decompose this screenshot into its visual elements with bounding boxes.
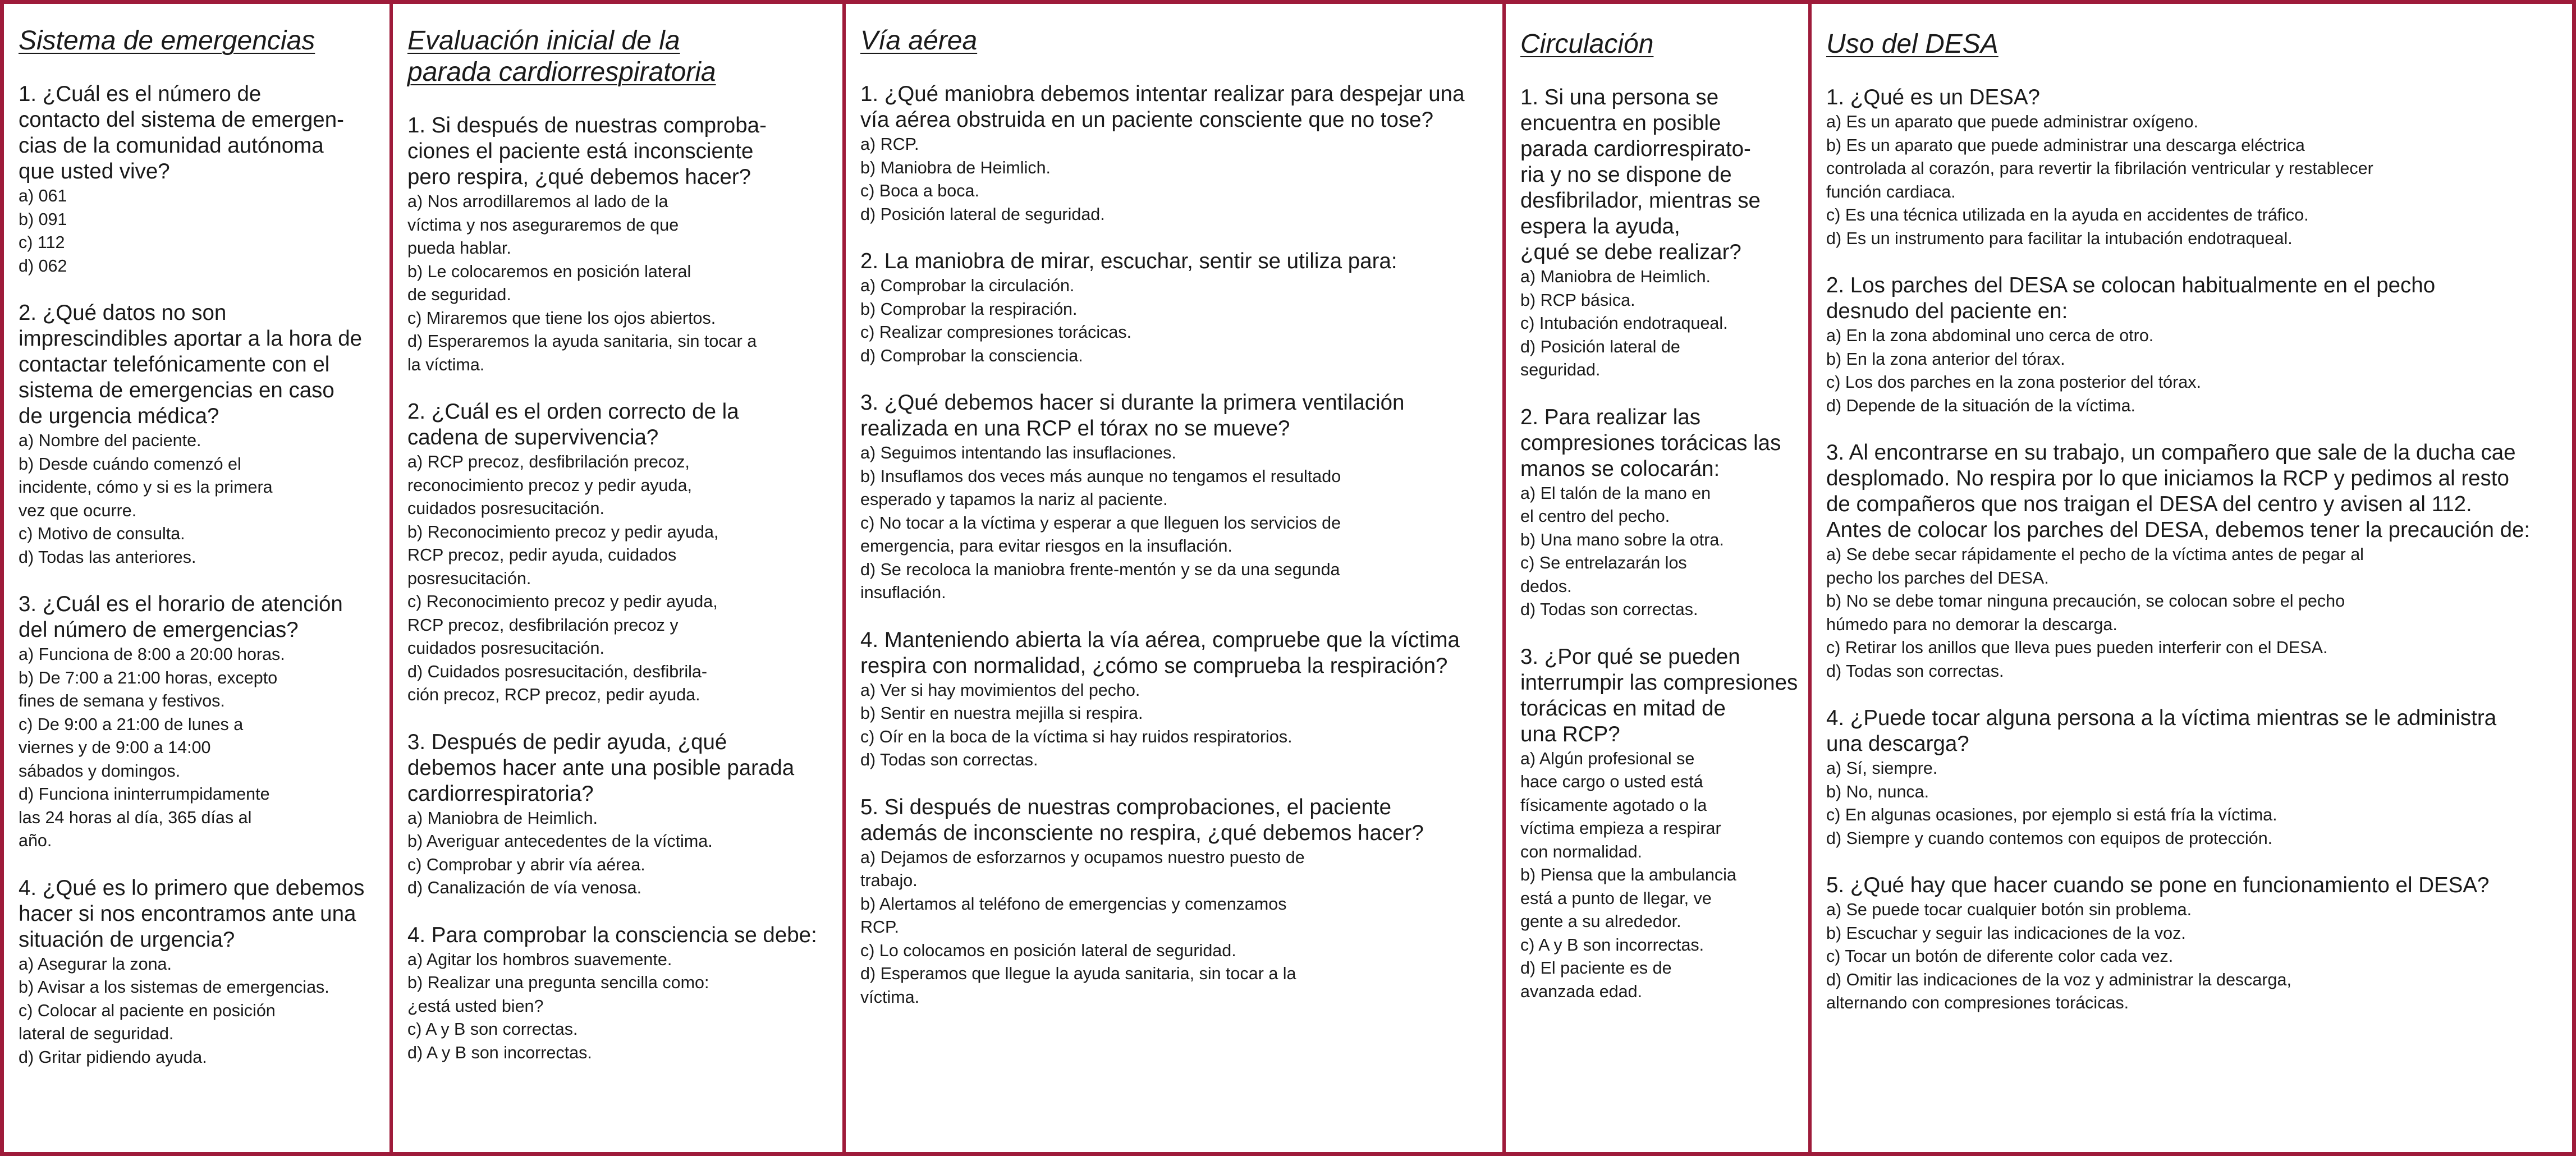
answer-option: d) Posición lateral de seguridad. <box>1520 337 1680 379</box>
answer-option: d) Todas las anteriores. <box>19 547 196 567</box>
answer-option: d) Omitir las indicaciones de la voz y administrar la descarga, alternando con compresiones torácicas. <box>1826 970 2291 1012</box>
answer-option: b) Le colocaremos en posición lateral de seguridad. <box>407 262 691 304</box>
answer-option: a) El talón de la mano en el centro del pecho. <box>1520 483 1711 526</box>
question-text: 2. Los parches del DESA se colocan habitualmente en el pecho desnudo del paciente en: <box>1826 273 2436 323</box>
answer-option: c) Retirar los anillos que lleva pues pueden interferir con el DESA. <box>1826 638 2328 657</box>
answer-option: c) Los dos parches en la zona posterior del tórax. <box>1826 373 2201 392</box>
answer-option: d) Todas son correctas. <box>1520 600 1698 619</box>
answer-option: b) RCP básica. <box>1520 290 1635 310</box>
question-block <box>407 730 835 900</box>
answer-option: a) Ver si hay movimientos del pecho. <box>860 680 1140 700</box>
question-text: 4. ¿Qué es lo primero que debemos hacer si nos encontramos ante una situación de urgencia? <box>19 875 365 952</box>
answer-option: a) Asegurar la zona. <box>19 954 172 974</box>
answer-option: b) Sentir en nuestra mejilla si respira. <box>860 704 1143 723</box>
answer-option: a) Nombre del paciente. <box>19 431 201 450</box>
answer-option: c) Intubación endotraqueal. <box>1520 314 1728 333</box>
answer-option: c) Boca a boca. <box>860 181 979 200</box>
section-title: Circulación <box>1520 29 1654 59</box>
answer-option: c) Reconocimiento precoz y pedir ayuda, RCP precoz, desfibrilación precoz y cuidados posresucitación. <box>407 592 718 658</box>
answer-option: c) A y B son incorrectas. <box>1520 935 1704 955</box>
column-circulacion <box>1506 4 1808 1152</box>
answer-option: a) Sí, siempre. <box>1826 759 1938 778</box>
question-block <box>1520 405 1800 622</box>
question-block <box>860 81 1495 226</box>
answer-option: d) Esperaremos la ayuda sanitaria, sin tocar a la víctima. <box>407 332 757 374</box>
answer-option: a) Nos arrodillaremos al lado de la víctima y nos aseguraremos de que pueda hablar. <box>407 192 679 258</box>
answer-option: b) Piensa que la ambulancia está a punto de llegar, ve gente a su alrededor. <box>1520 865 1736 931</box>
section-title: Sistema de emergencias <box>19 26 315 56</box>
answer-option: a) 061 <box>19 186 67 205</box>
answer-option: c) Se entrelazarán los dedos. <box>1520 553 1687 596</box>
answer-option: b) Alertamos al teléfono de emergencias y comenzamos RCP. <box>860 894 1287 937</box>
question-text: 4. ¿Puede tocar alguna persona a la víctima mientras se le administra una descarga? <box>1826 706 2497 756</box>
answer-option: c) Realizar compresiones torácicas. <box>860 323 1132 342</box>
answer-option: b) Desde cuándo comenzó el incidente, cómo y si es la primera vez que ocurre. <box>19 454 273 520</box>
answer-option: d) Todas son correctas. <box>860 750 1038 769</box>
answer-option: d) El paciente es de avanzada edad. <box>1520 958 1672 1001</box>
answer-option: d) Depende de la situación de la víctima. <box>1826 396 2136 415</box>
question-text: 2. ¿Cuál es el orden correcto de la cadena de supervivencia? <box>407 400 739 449</box>
question-text: 5. ¿Qué hay que hacer cuando se pone en funcionamiento el DESA? <box>1826 873 2490 897</box>
column-evaluacion-inicial <box>393 4 842 1152</box>
answer-option: b) Avisar a los sistemas de emergencias. <box>19 978 329 997</box>
answer-option: a) Agitar los hombros suavemente. <box>407 949 672 969</box>
answer-option: b) Realizar una pregunta sencilla como: ¿está usted bien? <box>407 973 709 1016</box>
question-block <box>407 399 835 707</box>
answer-option: b) Insuflamos dos veces más aunque no tengamos el resultado esperado y tapamos la nariz al paciente. <box>860 466 1341 509</box>
answer-option: a) Se puede tocar cualquier botón sin problema. <box>1826 900 2192 919</box>
answer-option: d) Posición lateral de seguridad. <box>860 204 1105 224</box>
question-text: 1. ¿Cuál es el número de contacto del sistema de emergen- cias de la comunidad autónoma que usted vive? <box>19 82 344 184</box>
question-block <box>860 627 1495 772</box>
question-text: 3. Al encontrarse en su trabajo, un compañero que sale de la ducha cae desplomado. No respira por lo que iniciamos la RCP y pedimos al resto de compañeros que nos traigan el DESA del centro y avisen al 112. Antes de colocar los parches del DESA, debemos tener la precaución de: <box>1826 441 2531 542</box>
question-block <box>19 300 382 569</box>
answer-option: a) RCP. <box>860 135 919 154</box>
answer-option: c) Colocar al paciente en posición lateral de seguridad. <box>19 1001 276 1043</box>
answer-option: a) Algún profesional se hace cargo o usted está físicamente agotado o la víctima empieza a respirar con normalidad. <box>1520 749 1721 861</box>
question-text: 2. Para realizar las compresiones torácicas las manos se colocarán: <box>1520 405 1781 481</box>
section-title: Uso del DESA <box>1826 29 1999 59</box>
answer-option: a) Es un aparato que puede administrar oxígeno. <box>1826 112 2198 131</box>
answer-option: c) Es una técnica utilizada en la ayuda en accidentes de tráfico. <box>1826 205 2309 224</box>
answer-option: d) Es un instrumento para facilitar la intubación endotraqueal. <box>1826 228 2293 248</box>
question-block <box>1826 273 2564 418</box>
answer-option: c) Comprobar y abrir vía aérea. <box>407 855 645 874</box>
question-block <box>407 923 835 1065</box>
answer-option: b) Una mano sobre la otra. <box>1520 530 1724 549</box>
answer-option: c) Tocar un botón de diferente color cada vez. <box>1826 947 2174 966</box>
answer-option: b) Averiguar antecedentes de la víctima. <box>407 832 713 851</box>
answer-option: c) Lo colocamos en posición lateral de seguridad. <box>860 941 1236 960</box>
question-block <box>1826 440 2564 683</box>
answer-option: a) RCP precoz, desfibrilación precoz, reconocimiento precoz y pedir ayuda, cuidados posresucitación. <box>407 452 692 518</box>
section-title: Evaluación inicial de la parada cardiorrespiratoria <box>407 26 716 87</box>
question-text: 1. ¿Qué maniobra debemos intentar realizar para despejar una vía aérea obstruida en un paciente consciente que no tose? <box>860 82 1465 132</box>
answer-option: d) 062 <box>19 256 67 276</box>
answer-option: a) Maniobra de Heimlich. <box>1520 267 1711 286</box>
answer-option: a) Se debe secar rápidamente el pecho de la víctima antes de pegar al pecho los parches del DESA. <box>1826 545 2364 588</box>
answer-option: d) Se recoloca la maniobra frente-mentón y se da una segunda insuflación. <box>860 559 1340 602</box>
question-block <box>1826 85 2564 250</box>
answer-option: a) Comprobar la circulación. <box>860 276 1075 295</box>
question-text: 4. Para comprobar la consciencia se debe: <box>407 923 817 947</box>
question-block <box>19 591 382 853</box>
answer-option: a) Maniobra de Heimlich. <box>407 808 598 828</box>
answer-option: d) Todas son correctas. <box>1826 661 2004 681</box>
question-block <box>1826 705 2564 850</box>
question-block <box>19 875 382 1070</box>
answer-option: d) Funciona ininterrumpidamente las 24 horas al día, 365 días al año. <box>19 785 270 850</box>
answer-option: d) Siempre y cuando contemos con equipos de protección. <box>1826 828 2273 848</box>
answer-option: d) Canalización de vía venosa. <box>407 878 642 897</box>
question-text: 3. ¿Qué debemos hacer si durante la primera ventilación realizada en una RCP el tórax no se mueve? <box>860 391 1405 441</box>
question-text: 1. Si después de nuestras comproba- ciones el paciente está inconsciente pero respira, ¿qué debemos hacer? <box>407 113 767 189</box>
answer-option: b) No se debe tomar ninguna precaución, se colocan sobre el pecho húmedo para no demorar la descarga. <box>1826 591 2345 634</box>
question-text: 1. ¿Qué es un DESA? <box>1826 85 2040 109</box>
answer-option: d) A y B son incorrectas. <box>407 1043 592 1062</box>
question-block <box>1520 644 1800 1004</box>
question-block <box>860 249 1495 368</box>
question-text: 3. Después de pedir ayuda, ¿qué debemos hacer ante una posible parada cardiorrespiratoria? <box>407 730 795 806</box>
answer-option: d) Esperamos que llegue la ayuda sanitaria, sin tocar a la víctima. <box>860 964 1296 1007</box>
section-title: Vía aérea <box>860 26 978 56</box>
answer-option: b) Reconocimiento precoz y pedir ayuda, RCP precoz, pedir ayuda, cuidados posresucitación. <box>407 522 719 588</box>
answer-option: a) Dejamos de esforzarnos y ocupamos nuestro puesto de trabajo. <box>860 847 1305 890</box>
answer-option: d) Gritar pidiendo ayuda. <box>19 1047 207 1067</box>
answer-option: c) Miraremos que tiene los ojos abiertos. <box>407 308 716 328</box>
question-block <box>19 81 382 278</box>
answer-option: b) Escuchar y seguir las indicaciones de la voz. <box>1826 923 2186 943</box>
answer-option: d) Cuidados posresucitación, desfibrila- ción precoz, RCP precoz, pedir ayuda. <box>407 662 708 704</box>
question-text: 1. Si una persona se encuentra en posible parada cardiorrespirato- ria y no se dispone de desfibrilador, mientras se espera la ayuda, ¿qué se debe realizar? <box>1520 85 1761 264</box>
column-uso-desa <box>1812 4 2572 1152</box>
answer-option: b) Comprobar la respiración. <box>860 299 1078 319</box>
answer-option: c) En algunas ocasiones, por ejemplo si está fría la víctima. <box>1826 805 2277 824</box>
answer-option: b) En la zona anterior del tórax. <box>1826 349 2065 369</box>
answer-option: c) 112 <box>19 233 65 252</box>
answer-option: d) Comprobar la consciencia. <box>860 346 1083 365</box>
question-text: 2. La maniobra de mirar, escuchar, sentir se utiliza para: <box>860 249 1397 273</box>
answer-option: a) Seguimos intentando las insuflaciones. <box>860 443 1176 462</box>
answer-option: c) A y B son correctas. <box>407 1020 578 1039</box>
answer-option: b) Maniobra de Heimlich. <box>860 158 1051 177</box>
answer-option: a) En la zona abdominal uno cerca de otro. <box>1826 326 2154 345</box>
answer-option: c) Oír en la boca de la víctima si hay ruidos respiratorios. <box>860 727 1292 746</box>
answer-option: c) De 9:00 a 21:00 de lunes a viernes y de 9:00 a 14:00 sábados y domingos. <box>19 714 244 781</box>
answer-option: b) No, nunca. <box>1826 782 1929 801</box>
question-block <box>407 113 835 377</box>
question-text: 3. ¿Por qué se pueden interrumpir las compresiones torácicas en mitad de una RCP? <box>1520 644 1798 746</box>
answer-option: b) De 7:00 a 21:00 horas, excepto fines de semana y festivos. <box>19 668 278 710</box>
question-block <box>860 390 1495 605</box>
answer-option: c) No tocar a la víctima y esperar a que lleguen los servicios de emergencia, para evitar riesgos en la insuflación. <box>860 513 1341 556</box>
answer-option: b) Es un aparato que puede administrar una descarga eléctrica controlada al corazón, para revertir la fibrilación ventricular y restablecer función cardiaca. <box>1826 135 2373 201</box>
question-block <box>1826 873 2564 1015</box>
answer-option: b) 091 <box>19 209 67 229</box>
column-via-aerea <box>846 4 1502 1152</box>
answer-option: c) Motivo de consulta. <box>19 524 185 543</box>
answer-option: a) Funciona de 8:00 a 20:00 horas. <box>19 645 285 664</box>
question-block <box>1520 85 1800 382</box>
question-block <box>860 795 1495 1010</box>
question-text: 2. ¿Qué datos no son imprescindibles aportar a la hora de contactar telefónicamente con el sistema de emergencias en caso de urgencia médica? <box>19 301 363 428</box>
question-text: 3. ¿Cuál es el horario de atención del número de emergencias? <box>19 592 343 642</box>
question-text: 4. Manteniendo abierta la vía aérea, compruebe que la víctima respira con normalidad, ¿cómo se comprueba la respiración? <box>860 627 1460 678</box>
question-text: 5. Si después de nuestras comprobaciones, el paciente además de inconsciente no respira, ¿qué debemos hacer? <box>860 795 1424 845</box>
column-sistema-emergencias <box>4 4 389 1152</box>
